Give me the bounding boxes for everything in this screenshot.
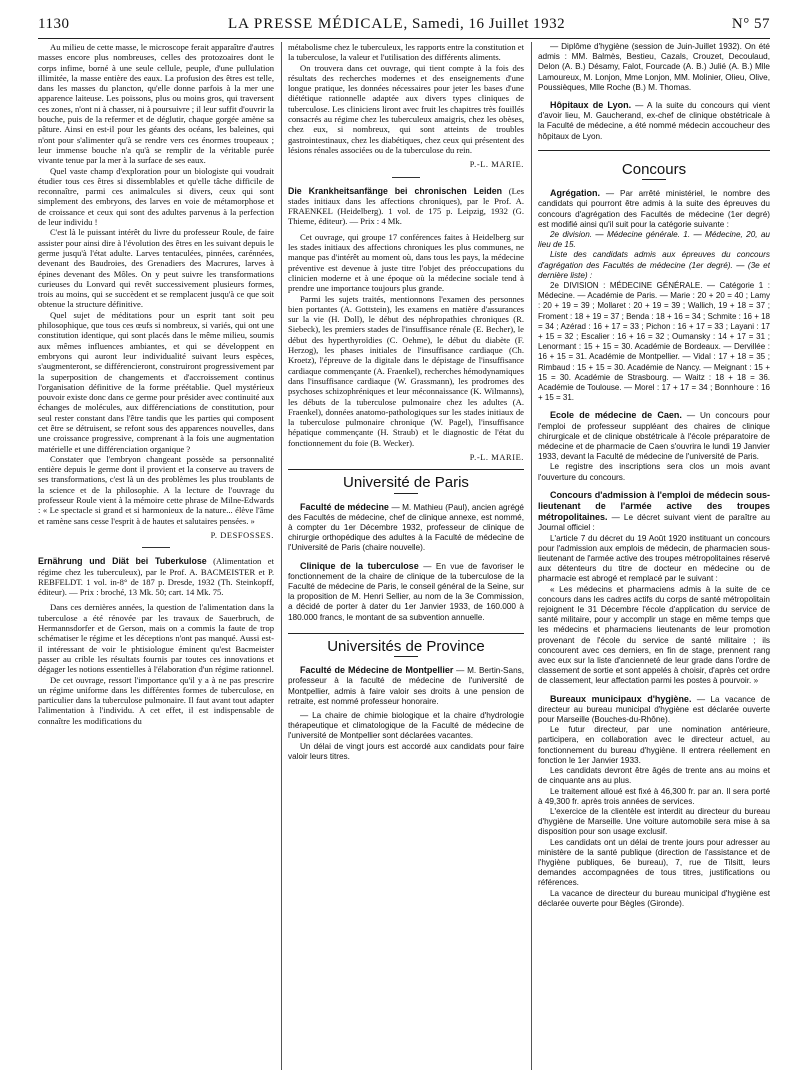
entry-body: — M. Bertin-Sans, professeur à la faculté de médecine de l'université de Montpellier, admis à faire valoir ses droits à une pension de retraite, est nommé professeur honoraire. (288, 666, 524, 706)
header-rule (38, 38, 770, 39)
news-entry (538, 490, 770, 534)
entry-heading: Faculté de Médecine de Montpellier (300, 665, 454, 676)
entry-body: — La vacance de directeur au bureau municipal d'hygiène est déclarée ouverte pour Marseille (Bouches-du-Rhône). (538, 694, 770, 725)
section-rule (288, 633, 524, 634)
paragraph: Les candidats devront être âgés de trente ans au moins et de cinquante ans au plus. (538, 766, 770, 786)
column-divider (281, 42, 282, 1070)
section-underline (642, 179, 666, 180)
separator (392, 177, 420, 178)
entry-body: — Un concours pour l'emploi de professeur suppléant des chaires de clinique chirurgicale et de clinique obstétricale à l'école préparatoire de médecine et de pharmacie de Caen s'ouvrira le lundi 19 Janvier 1933, devant la Faculté de médecine de l'université de Paris. (538, 411, 770, 462)
section-rule (288, 469, 524, 470)
entry-heading: Concours d'admission à l'emploi de médecin sous-lieutenant de l'armée active des troupes métropolitaines. (538, 489, 770, 523)
news-entry (288, 502, 524, 554)
separator (142, 547, 170, 548)
paragraph: Le registre des inscriptions sera clos un mois avant l'ouverture du concours. (538, 462, 770, 482)
paragraph: — Diplôme d'hygiène (session de Juin-Juillet 1932). On été admis : MM. Balmès, Bestieu, Cazals, Crouzet, Decoulaud, Delon (A. B.) Désamy, Falot, Fourcade (A. B.) Julié (A. B.) Mlle Lamoureux, M. Lonjon, Mme Lonjon, MM. Molinier, Olieu, Olive, Poussièques, Mlle Roche (B.) M. Thomas. (538, 42, 770, 92)
news-entry (288, 561, 524, 623)
paragraph: métabolisme chez le tuberculeux, les rapports entre la constitution et la tuberculose, la valeur et l'utilisation des différents aliments. (288, 42, 524, 63)
entry-heading: Hôpitaux de Lyon. (550, 100, 632, 111)
news-entry (538, 100, 770, 142)
entry-heading: Ecole de médecine de Caen. (550, 410, 682, 421)
entry-body: — Le décret suivant vient de paraître au Journal officiel : (538, 513, 770, 533)
entry-heading: Bureaux municipaux d'hygiène. (550, 693, 692, 704)
column-1 (38, 42, 274, 1072)
news-entry (538, 188, 770, 230)
signature: P.-L. MARIE. (469, 160, 524, 170)
paragraph: Les candidats ont un délai de trente jours pour adresser au ministère de la santé publique (direction de l'assistance et de l'hygiène publiques, 6e bureau), 7, rue de Tilsitt, leurs demandes accompagnées de tous titres, justifications ou références. (538, 837, 770, 888)
paragraph: On trouvera dans cet ouvrage, qui tient compte à la fois des résultats des recherches modernes et des enseignements d'une longue pratique, les données nécessaires pour jeter les bases d'une diététique rationnelle adaptée aux divers types cliniques de tuberculose. Les cliniciens liront avec fruit les chapitres très fouillés consacrés au régime chez les tuberculeux amaigris, chez les obèses, chez eux, si nombreux, qui sont atteints de troubles gastrointestinaux, chez les diabétiques, chez ceux qui présentent des lésions rénales associées ou de la tuberculose du rein. (288, 62, 524, 155)
section-rule (538, 150, 770, 151)
paragraph: L'article 7 du décret du 19 Août 1920 instituant un concours pour l'admission aux emplois de médecin, de pharmacien sous-lieutenant de l'armée active des troupes métropolitaines réservé aux détenteurs du titre de docteur en médecine ou de pharmacie est abrogé et remplacé par le suivant : (538, 533, 770, 584)
paragraph: Quel sujet de méditations pour un esprit tant soit peu philosophique, que tous ces œufs si nombreux, si variés, qui ont une constitution identique, qui sont placés dans le même milieu, soumis aux mêmes influences ambiantes, et qui se développent en embryons qui auront leur individualité suivant leurs espèces, s'augmenteront, se différencieront, construiront progressivement par la superposition de changements et d'accroissement continus l'organisation définitive de la forme préétablie. Quel mystérieux pouvoir existe donc dans ce germe pour présider avec continuité aux échanges de molécules, aux différenciations de constitution, pour seul rester constant dans l'être tandis que les parties qui composent cet être se détruisent, se refont sous des apparences nouvelles, dans une croissance progressive, comprenant à la fois une augmentation matérielle et une différenciation organique ? (38, 309, 274, 454)
paragraph: Constater que l'embryon changeant possède sa personnalité entière depuis le germe dont il provient et la conserve au travers de ses transformations, c'est là un des problèmes les plus troublants de la science et de la philosophie. A la lecture de l'ouvrage du professeur Roule vient à la mémoire cette phrase de Milne-Edwards : « Le spectacle si grand et si harmonieux de la nature... élève l'âme et ramène sans cesse l'esprit à de hautes et salutaires pensées. » (38, 453, 274, 526)
column-divider (531, 42, 532, 1070)
signature: P.-L. MARIE. (469, 452, 524, 462)
paragraph: Au milieu de cette masse, le microscope ferait apparaître d'autres masses encore plus nombreuses, celles des protozoaires dont le corps infime, borné à une seule cellule, peuple, d'une pullulation illimitée, la masse entière des eaux. La profusion des êtres est telle, dans les masses du plancton, qu'elle donne parfois à la mer une apparence laiteuse. Les poissons, plus ou moins gros, qui traversent ces zones, n'ont ni à chasser, ni à poursuivre ; il leur suffit d'ouvrir la bouche, puis de la refermer et de déglutir, chaque gorgée amène sa pâture. Ainsi en est-il pour les géants des océans, les baleines, qui n'ont pour s'alimenter qu'à se rendre vers ces énormes troupeaux ; leur immense bouche n'a qu'à se remplir de la véritable purée vivante tenue par la mer à la surface de ses eaux. (38, 42, 274, 166)
section-underline (394, 656, 418, 657)
news-entry (288, 665, 524, 707)
entry-body: — En vue de favoriser le fonctionnement de la chaire de clinique de la tuberculose de la Faculté de médecine de Paris, le conseil général de la Seine, sur la proposition de M. Henri Sellier, au nom de la 3e Commission, a décidé de porter à dater du 1er Janvier 1933, de 160.000 à 180.000 francs, le montant de sa subvention annuelle. (288, 561, 524, 622)
column-2 (288, 42, 524, 1072)
entry-body: — Par arrêté ministériel, le nombre des candidats qui pourront être admis à la suite des épreuves du concours d'agrégation des Facultés de médecine (1er degré) est modifié ainsi qu'il suit pour la catégorie suivante : (538, 189, 770, 229)
entry-body: — M. Mathieu (Paul), ancien agrégé des Facultés de médecine, chef de clinique annexe, est nommé, à compter du 1er Décembre 1932, professeur de clinique de chirurgie orthopédique des adultes à la Faculté de médecine de l'Université de Paris (chaire nouvelle). (288, 502, 524, 553)
paragraph: Dans ces dernières années, la question de l'alimentation dans la tuberculose a été rénovée par les travaux de Sauerbruch, de Hermannsdorfer et de Gerson, mais on a commis la faute de trop schématiser le régime et les déceptions n'ont pas manqué. Aussi est-il intéressant de voir le phtisiologue éminent qu'est Bacmeister passer au crible les résultats fournis par toutes ces innovations et dégager les notions essentielles à l'élaboration d'un régime rationnel. (38, 602, 274, 675)
paragraph: Un délai de vingt jours est accordé aux candidats pour faire valoir leurs titres. (288, 741, 524, 761)
news-entry (538, 410, 770, 462)
column-3 (538, 42, 770, 1072)
paragraph: — La chaire de chimie biologique et la chaire d'hydrologie thérapeutique et climatologique de la Faculté de médecine de l'université de Montpellier sont déclarées vacantes. (288, 710, 524, 741)
journal-name: LA PRESSE MÉDICALE (228, 16, 404, 32)
paragraph: L'exercice de la clientèle est interdit au directeur du bureau d'hygiène de Marseille. Une voiture automobile sera mise à sa disposition pour son usage exclusif. (538, 806, 770, 837)
results-list: 2e DIVISION : MÉDECINE GÉNÉRALE. — Catégorie 1 : Médecine. — Académie de Paris. — Marie : 20 + 20 = 40 ; Lamy : 20 + 19 = 39 ; Mollaret : 20 + 19 = 39 ; Wallich, 19 + 18 = 37 ; Froment : 18 + 19 = 37 ; Benda : 18 + 16 = 34 ; Schmite : 16 + 18 = 34 ; Azérad : 16 + 17 = 33 ; Pichon : 16 + 17 = 33 ; Layani : 17 + 15 = 32 ; Escalier : 16 + 16 = 32 ; Oumansky : 14 + 17 = 31 ; Lenormant : 15 + 15 = 30. Académie de Bordeaux. — Dervillée : 16 + 15 = 31. Académie de Montpellier. — Vidal : 17 + 18 = 35 ; Rimbaud : 15 + 15 = 30. Académie de Nancy. — Meignant : 15 + 15 = 30. Académie de Strasbourg. — Waitz : 18 + 18 = 36. Académie de Toulouse. — Morel : 17 + 17 = 34 ; Bonnhoure : 16 + 15 = 31. (538, 280, 770, 403)
paragraph: Le futur directeur, par une nomination antérieure, participera, en collaboration avec le directeur actuel, au fonctionnement du bureau d'hygiène. Il entrera réellement en fonction le 1er Janvier 1933. (538, 725, 770, 765)
book-reference: (Alimentation et régime chez les tuberculeux), par le Prof. A. BACMEISTER et P. REBFELDT. 1 vol. in-8° de 187 p. Dresde, 1932 (Th. Steinkopff, éditeur). — Prix : broché, 13 Mk. 50; cart. 14 Mk. 75. (38, 556, 274, 598)
section-title: Concours (621, 160, 687, 178)
book-title: Die Krankheitsanfänge bei chronischen Leiden (288, 185, 503, 196)
paragraph: Le traitement alloué est fixé à 46,300 fr. par an. Il sera porté à 49,300 fr. après trois années de services. (538, 786, 770, 806)
entry-heading: Clinique de la tuberculose (300, 560, 419, 571)
section-title: Université de Paris (343, 474, 469, 492)
page-number: 1130 (38, 16, 70, 32)
paragraph: Cet ouvrage, qui groupe 17 conférences faites à Heidelberg sur les stades initiaux des affections chroniques les plus communes, ne manque pas d'intérêt au moment où, dans tous les pays, la médecine préventive est devenue à juste titre l'objet des préoccupations du clinicien moderne et à une époque où la médecine sociale tend à prendre une importance toujours plus grande. (288, 231, 524, 294)
paragraph: Parmi les sujets traités, mentionnons l'examen des personnes bien portantes (A. Gottstein), les examens en matière d'assurances sur la vie (H. Doll), le début des néphropathies chroniques (R. Siebeck), les premiers stades de l'insuffisance rénale (E. Becher), le début des hyperthyroïdies (C. Oehme), le début du diabète (F. Herzog), les phases initiales de l'insuffisance cardiaque (Ch. Kroetz), l'épreuve de la digitale dans le dépistage de l'insuffisance cardiaque commençante (A. Fraenkel), recherches hémodynamiques dans l'insuffisance cardiaque (W. Grassmann), les prodromes des psychoses schizophréniques et leur méconnaissance (K. Wilmanns), les débuts de la tuberculose pulmonaire chez les adultes (A. Fraenkel), données anatomo-pathologiques sur les stades initiaux de la tuberculose pulmonaire chronique (W. Pagel), l'insuffisance hépatique commençante (H. Straub) et le diagnostic de l'état du fonctionnement du foie (B. Wecker). (288, 293, 524, 448)
book-review-heading (38, 556, 274, 597)
paragraph: 2e division. — Médecine générale. 1. — Médecine, 20, au lieu de 15. (538, 229, 770, 250)
entry-body: — A la suite du concours qui vient d'avoir lieu, M. Gaucherand, ex-chef de clinique obstétricale à la Faculté de médecine, a été nommé médecin accoucheur des hôpitaux de Lyon. (538, 101, 770, 141)
book-review-heading (288, 186, 524, 227)
news-entry (538, 694, 770, 726)
paragraph: « Les médecins et pharmaciens admis à la suite de ce concours dans les cadres actifs du corps de santé métropolitain rejoignent le 31 Décembre l'école d'application du service de santé militaire, pour y accomplir un stage en même temps que les médecins et pharmaciens lieutenants de leur promotion provenant de l'école du service de santé militaire ; ils concourent avec ces derniers, en fin de stage, prennent rang avec eux sur la liste d'ancienneté de leur grade dans l'ordre de classement de sortie et sont appelés à choisir, d'après cet ordre de classement, leur affectation parmi les postes à pourvoir. » (538, 584, 770, 686)
entry-heading: Faculté de médecine (300, 501, 389, 512)
issue-date: Samedi, 16 Juillet 1932 (412, 16, 566, 32)
entry-heading: Agrégation. (550, 188, 601, 199)
book-reference: (Les stades initiaux dans les affections chroniques), par le Prof. A. FRAENKEL (Heidelberg). 1 vol. de 175 p. Leipzig, 1932 (G. Thieme, éditeur). — Prix : 4 Mk. (288, 185, 524, 227)
paragraph: Quel vaste champ d'exploration pour un biologiste qui voudrait étudier tous ces êtres si dissemblables et qu'elle tâche difficile de reconnaître, parmi ces animalcules si divers, ceux qui sont simplement des embryons, des larves en voie de métamorphose et de croissance et ceux qui sont des adultes parvenus à la perfection de leur individu ! (38, 165, 274, 228)
section-underline (394, 493, 418, 494)
signature: P. DESFOSSES. (210, 530, 274, 540)
paragraph: La vacance de directeur du bureau municipal d'hygiène est déclarée ouverte pour Bègles (Gironde). (538, 888, 770, 908)
issue-number: N° 57 (731, 16, 770, 32)
paragraph: Liste des candidats admis aux épreuves du concours d'agrégation des Facultés de médecine (1er degré). — (3e et dernière liste) : (538, 250, 770, 280)
running-title: LA PRESSE MÉDICALE, Samedi, 16 Juillet 1932 (228, 16, 566, 32)
page-header (38, 14, 770, 36)
book-title: Ernährung und Diät bei Tuberkulose (38, 556, 207, 567)
paragraph: De cet ouvrage, ressort l'importance qu'il y a à ne pas prescrire un régime uniforme dans les différentes formes de tuberculose, en particulier dans la tuberculose pulmonaire. Il faut avant tout adapter l'alimentation à l'individu. A cet effet, il est indispensable de connaître les modifications du (38, 674, 274, 726)
section-title: Universités de Province (327, 637, 485, 655)
paragraph: C'est là le puissant intérêt du livre du professeur Roule, de faire assister pour ainsi dire à l'évolution des êtres en les suivant depuis le germe jusqu'à l'état adulte. Larves tentaculées, pinnées, carénnées, devenant des Baudroies, des Grenadiers des Macrures, larves à épines devenant des Môles. On y peut suivre les transformations curieuses du Lonvard qui revêt successivement plusieurs formes, trois au moins, qui se succèdent et se remplacent jusqu'à ce que soit obtenue la structure définitive. (38, 227, 274, 310)
